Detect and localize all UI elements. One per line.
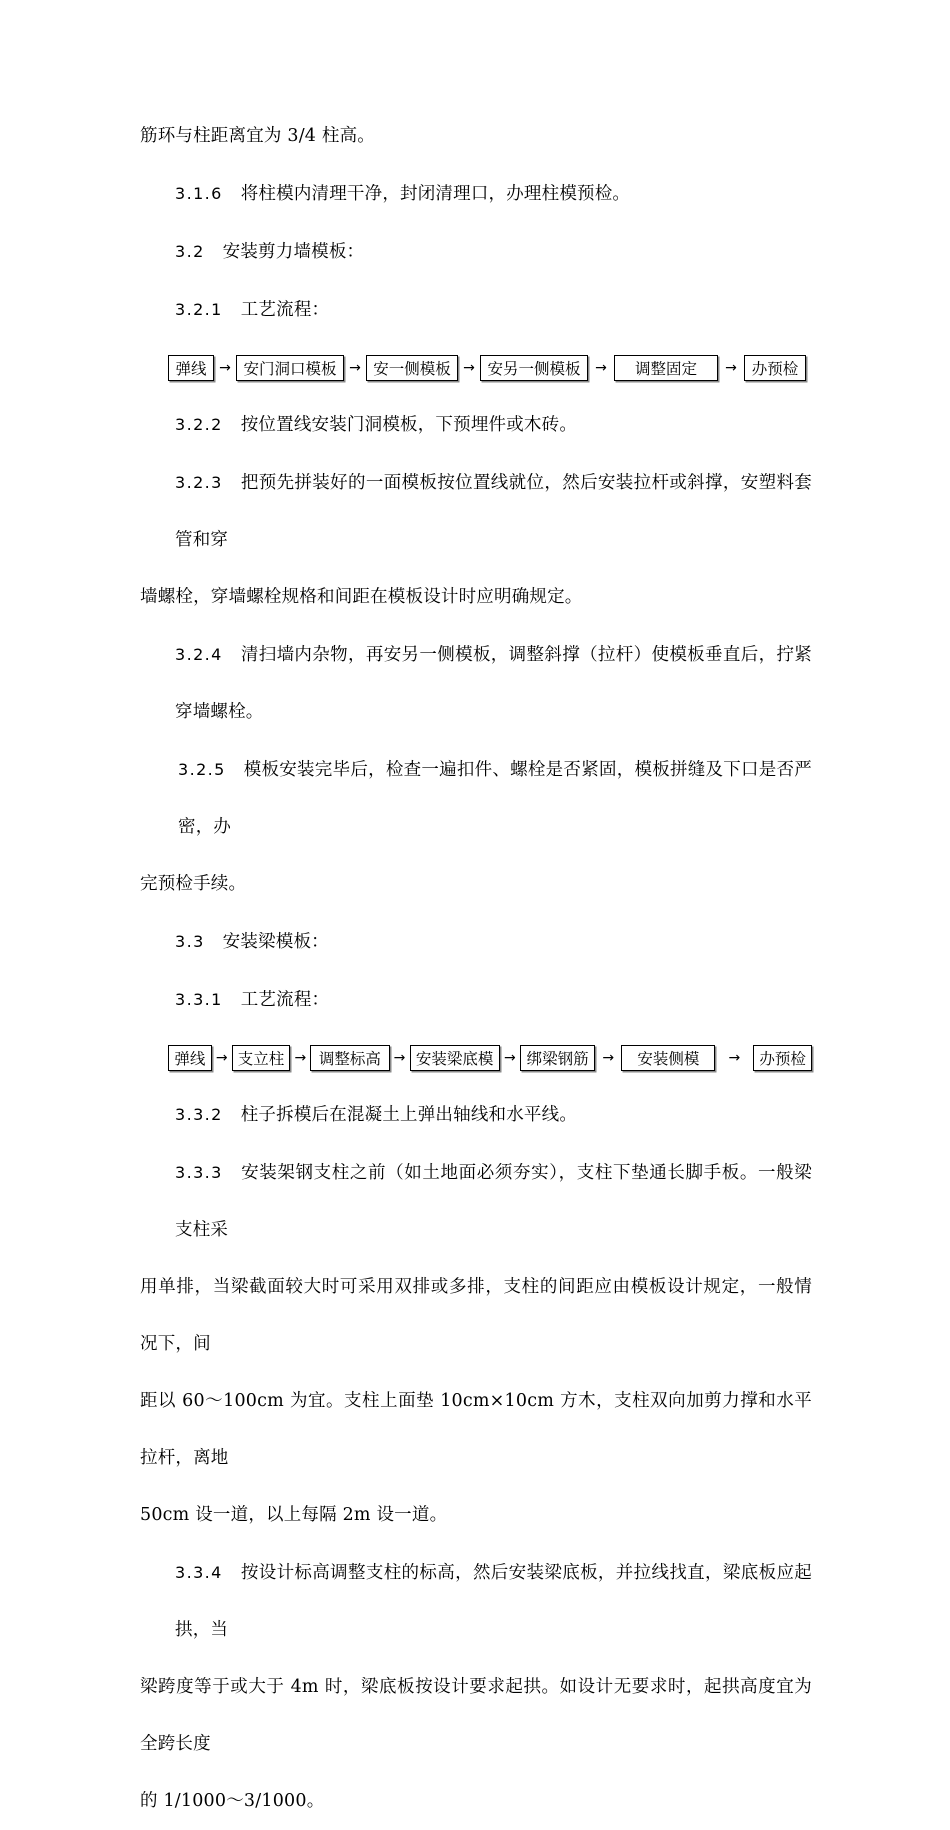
- paragraph-p-3-3-4-cont2: [140, 1773, 812, 1830]
- paragraph-text: 安装剪力墙模板：: [222, 242, 365, 262]
- paragraph-group-bottom: [140, 1086, 812, 1830]
- flow-step-box: 调整标高: [310, 1045, 389, 1071]
- paragraph-number: 3.2.1: [175, 300, 223, 319]
- flow-arrow-icon: →: [725, 359, 737, 376]
- paragraph-p-3-2-5: [140, 741, 812, 856]
- paragraph-text: 按位置线安装门洞模板，下预埋件或木砖。: [240, 415, 578, 435]
- flow-step-box: 调整固定: [614, 355, 718, 381]
- paragraph-text: 柱子拆模后在混凝土上弹出轴线和水平线。: [240, 1105, 578, 1125]
- flow-arrow-icon: →: [349, 359, 361, 376]
- flow-arrow-icon: →: [393, 1049, 406, 1066]
- paragraph-text: 安装梁模板：: [222, 932, 329, 952]
- document-body: [140, 108, 812, 1830]
- paragraph-text: 距以 60～100cm 为宜。支柱上面垫 10cm×10cm 方木，支柱双向加剪力撑和水平拉杆，离地: [140, 1391, 812, 1468]
- flow-step-box: 支立柱: [232, 1045, 291, 1071]
- paragraph-p-3-3-3: [140, 1144, 812, 1259]
- flow-step-box: 安一侧模板: [366, 355, 458, 381]
- flow-step-box: 安装侧模: [621, 1045, 715, 1071]
- flow-step-box: 安另一侧模板: [480, 355, 588, 381]
- flow-arrow-icon: →: [215, 1049, 228, 1066]
- paragraph-p-3-2-5-cont: [140, 856, 812, 913]
- paragraph-p-3-3-3-cont1: [140, 1259, 812, 1373]
- paragraph-number: 3.3: [175, 932, 205, 951]
- flow-step-box: 安门洞口模板: [236, 355, 344, 381]
- paragraph-number: 3.3.1: [175, 990, 223, 1009]
- paragraph-p-3-3: [140, 913, 812, 971]
- flow-step-box: 办预检: [753, 1045, 812, 1071]
- paragraph-number: 3.2: [175, 242, 205, 261]
- paragraph-text: 筋环与柱距离宜为 3/4 柱高。: [140, 126, 375, 146]
- flow-arrow-icon: →: [602, 1049, 615, 1066]
- paragraph-number: 3.3.3: [175, 1163, 223, 1182]
- paragraph-group-top: [140, 108, 812, 339]
- paragraph-p-3-2-3: [140, 454, 812, 569]
- paragraph-p-3-2-4: [140, 626, 812, 741]
- paragraph-p-3-3-1: [140, 971, 812, 1029]
- paragraph-group-mid: [140, 396, 812, 1029]
- paragraph-text: 50cm 设一道，以上每隔 2m 设一道。: [140, 1505, 448, 1525]
- paragraph-text: 将柱模内清理干净，封闭清理口，办理柱模预检。: [240, 184, 631, 204]
- paragraph-text: 完预检手续。: [140, 874, 247, 894]
- paragraph-number: 3.1.6: [175, 184, 223, 203]
- paragraph-p-3-3-3-cont2: [140, 1373, 812, 1487]
- paragraph-p-3-2: [140, 223, 812, 281]
- paragraph-text: 模板安装完毕后，检查一遍扣件、螺栓是否紧固，模板拼缝及下口是否严密，办: [178, 760, 812, 837]
- paragraph-text: 安装架钢支柱之前（如土地面必须夯实），支柱下垫通长脚手板。一般梁支柱采: [175, 1163, 812, 1240]
- process-flowchart-beam: [140, 1029, 812, 1086]
- paragraph-p-3-2-2: [140, 396, 812, 454]
- process-flowchart-shear-wall: [140, 339, 812, 396]
- flow-arrow-icon: →: [595, 359, 607, 376]
- flow-arrow-icon: →: [503, 1049, 516, 1066]
- paragraph-text: 用单排，当梁截面较大时可采用双排或多排，支柱的间距应由模板设计规定，一般情况下，间: [140, 1277, 812, 1354]
- paragraph-p-3-2-3-cont: [140, 569, 812, 626]
- paragraph-text: 按设计标高调整支柱的标高，然后安装梁底板，并拉线找直，梁底板应起拱，当: [175, 1563, 812, 1640]
- paragraph-text: 墙螺栓，穿墙螺栓规格和间距在模板设计时应明确规定。: [140, 587, 583, 607]
- paragraph-text: 清扫墙内杂物，再安另一侧模板，调整斜撑（拉杆）使模板垂直后，拧紧穿墙螺栓。: [175, 645, 812, 722]
- paragraph-p-3-3-4: [140, 1544, 812, 1659]
- paragraph-p-3-1-6: [140, 165, 812, 223]
- flow-arrow-icon: →: [728, 1049, 741, 1066]
- flow-arrow-icon: →: [219, 359, 231, 376]
- flow-arrow-icon: →: [463, 359, 475, 376]
- paragraph-p-3-2-1: [140, 281, 812, 339]
- flow-step-box: 绑梁钢筋: [520, 1045, 595, 1071]
- flow-step-box: 办预检: [744, 355, 806, 381]
- paragraph-number: 3.2.3: [175, 473, 223, 492]
- paragraph-p-3-3-4-cont1: [140, 1659, 812, 1773]
- paragraph-text: 把预先拼装好的一面模板按位置线就位，然后安装拉杆或斜撑，安塑料套管和穿: [175, 473, 812, 550]
- paragraph-number: 3.2.2: [175, 415, 223, 434]
- flow-step-box: 安装梁底模: [410, 1045, 500, 1071]
- paragraph-p-carry-over: [140, 108, 812, 165]
- paragraph-text: 梁跨度等于或大于 4m 时，梁底板按设计要求起拱。如设计无要求时，起拱高度宜为全跨长度: [140, 1677, 812, 1754]
- paragraph-number: 3.2.4: [175, 645, 223, 664]
- paragraph-p-3-3-3-cont3: [140, 1487, 812, 1544]
- paragraph-text: 的 1/1000～3/1000。: [140, 1791, 325, 1811]
- paragraph-p-3-3-2: [140, 1086, 812, 1144]
- paragraph-number: 3.2.5: [178, 760, 226, 779]
- paragraph-number: 3.3.4: [175, 1563, 223, 1582]
- flow-arrow-icon: →: [294, 1049, 307, 1066]
- flow-step-box: 弹线: [168, 355, 214, 381]
- paragraph-number: 3.3.2: [175, 1105, 223, 1124]
- paragraph-text: 工艺流程：: [240, 990, 330, 1010]
- paragraph-text: 工艺流程：: [240, 300, 330, 320]
- flow-step-box: 弹线: [168, 1045, 212, 1071]
